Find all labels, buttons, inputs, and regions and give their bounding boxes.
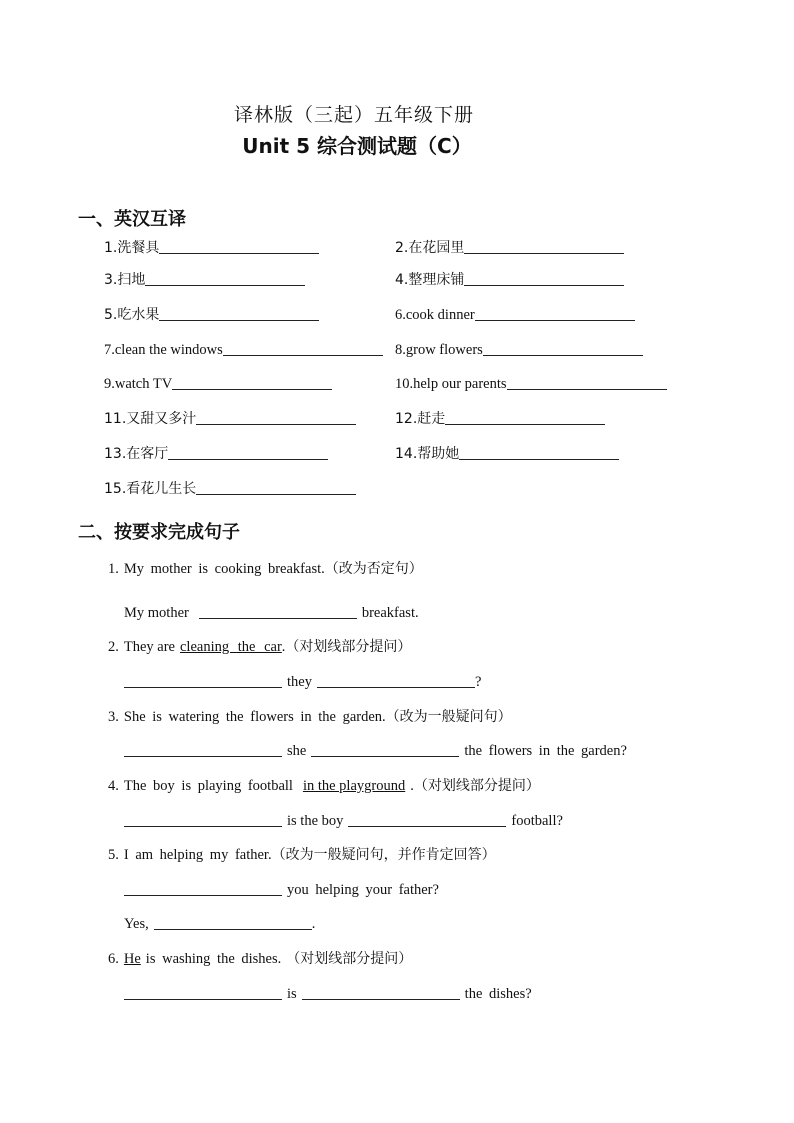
question-3 xyxy=(108,708,512,726)
answer-text: My mother xyxy=(124,605,189,621)
translate-item-label: 5.吃水果 xyxy=(104,307,160,323)
answer-text: football? xyxy=(511,813,563,829)
translate-item-label: 6.cook dinner xyxy=(395,307,475,323)
translate-item-10 xyxy=(395,375,667,393)
question-text: They are xyxy=(123,639,175,655)
question-hint: （改为一般疑问句，并作肯定回答） xyxy=(271,847,496,863)
translate-item-label: 12.赶走 xyxy=(395,411,446,427)
translate-item-label: 10.help our parents xyxy=(395,376,507,392)
answer-blank[interactable] xyxy=(302,998,460,1000)
answer-blank[interactable] xyxy=(159,252,319,254)
answer-line-4 xyxy=(124,812,563,830)
answer-blank[interactable] xyxy=(311,755,459,757)
answer-text: is the boy xyxy=(287,813,344,829)
question-text: My mother is cooking breakfast. xyxy=(123,561,325,577)
translate-item-3 xyxy=(104,271,305,289)
answer-text: you helping your father? xyxy=(287,882,439,898)
translate-item-8 xyxy=(395,341,643,359)
answer-blank[interactable] xyxy=(124,755,282,757)
answer-text: they xyxy=(287,674,312,690)
answer-blank[interactable] xyxy=(168,458,328,460)
question-number: 5. xyxy=(108,847,119,863)
answer-blank[interactable] xyxy=(172,388,332,390)
translate-item-4 xyxy=(395,271,624,289)
answer-blank[interactable] xyxy=(223,354,383,356)
answer-text: Yes, xyxy=(124,916,149,932)
answer-blank[interactable] xyxy=(464,284,624,286)
answer-line-2 xyxy=(124,673,481,691)
question-number: 6. xyxy=(108,951,119,967)
question-number: 1. xyxy=(108,561,119,577)
section1-heading: 一、英汉互译 xyxy=(78,209,186,230)
question-number: 2. xyxy=(108,639,119,655)
answer-text: the flowers in the garden? xyxy=(464,743,627,759)
question-4 xyxy=(108,777,540,795)
answer-blank[interactable] xyxy=(124,825,282,827)
translate-item-14 xyxy=(395,445,619,463)
answer-blank[interactable] xyxy=(445,423,605,425)
translate-item-label: 11.又甜又多汁 xyxy=(104,411,197,427)
answer-blank[interactable] xyxy=(124,686,282,688)
question-text: She is watering the flowers in the garden. xyxy=(123,709,386,725)
translate-item-label: 15.看花儿生长 xyxy=(104,481,197,497)
answer-blank[interactable] xyxy=(196,493,356,495)
question-number: 3. xyxy=(108,709,119,725)
translate-item-label: 14.帮助她 xyxy=(395,446,460,462)
answer-blank[interactable] xyxy=(196,423,356,425)
question-6 xyxy=(108,950,412,968)
translate-item-1 xyxy=(104,239,319,257)
question-text: The boy is playing football xyxy=(123,778,293,794)
translate-item-7 xyxy=(104,341,383,359)
answer-text: is xyxy=(287,986,297,1002)
page-subtitle: Unit 5 综合测试题（C） xyxy=(242,134,472,158)
question-hint: （对划线部分提问） xyxy=(285,639,412,655)
answer-line-1 xyxy=(124,604,419,622)
question-1 xyxy=(108,560,423,578)
answer-line-5b xyxy=(124,915,315,933)
answer-blank[interactable] xyxy=(145,284,305,286)
answer-blank[interactable] xyxy=(348,825,506,827)
answer-blank[interactable] xyxy=(475,319,635,321)
answer-text: . xyxy=(311,916,316,932)
question-hint: （对划线部分提问） xyxy=(286,951,413,967)
translate-item-label: 2.在花园里 xyxy=(395,240,465,256)
underlined-phrase: in the playground xyxy=(302,778,406,794)
answer-blank[interactable] xyxy=(124,894,282,896)
translate-item-11 xyxy=(104,410,356,428)
translate-item-5 xyxy=(104,306,319,324)
translate-item-label: 7.clean the windows xyxy=(104,342,223,358)
underlined-phrase: He xyxy=(123,951,141,967)
section2-heading: 二、按要求完成句子 xyxy=(78,522,240,543)
question-text: I am helping my father. xyxy=(123,847,272,863)
translate-item-label: 4.整理床铺 xyxy=(395,272,465,288)
answer-line-3 xyxy=(124,742,627,760)
question-hint: （改为一般疑问句） xyxy=(385,709,512,725)
translate-item-12 xyxy=(395,410,605,428)
translate-item-label: 1.洗餐具 xyxy=(104,240,160,256)
translate-item-13 xyxy=(104,445,328,463)
question-hint: （改为否定句） xyxy=(324,561,423,577)
question-5 xyxy=(108,846,496,864)
answer-blank[interactable] xyxy=(317,686,475,688)
question-number: 4. xyxy=(108,778,119,794)
answer-blank[interactable] xyxy=(507,388,667,390)
translate-item-15 xyxy=(104,480,356,498)
translate-item-label: 9.watch TV xyxy=(104,376,173,392)
answer-blank[interactable] xyxy=(464,252,624,254)
translate-item-6 xyxy=(395,306,635,324)
answer-text: she xyxy=(287,743,307,759)
question-2 xyxy=(108,638,411,656)
translate-item-2 xyxy=(395,239,624,257)
answer-text: breakfast. xyxy=(361,605,419,621)
answer-text: the dishes? xyxy=(464,986,532,1002)
answer-blank[interactable] xyxy=(154,928,312,930)
answer-line-5 xyxy=(124,881,439,899)
answer-blank[interactable] xyxy=(459,458,619,460)
question-text: . xyxy=(410,778,414,794)
translate-item-9 xyxy=(104,375,332,393)
translate-item-label: 13.在客厅 xyxy=(104,446,169,462)
question-text: . xyxy=(281,639,286,655)
translate-item-label: 8.grow flowers xyxy=(395,342,483,358)
page-title: 译林版（三起）五年级下册 xyxy=(233,104,474,126)
answer-blank[interactable] xyxy=(199,617,357,619)
question-hint: （对划线部分提问） xyxy=(413,778,540,794)
underlined-phrase: cleaning the car xyxy=(180,639,282,655)
question-text: is washing the dishes. xyxy=(145,951,282,967)
answer-line-6 xyxy=(124,985,532,1003)
answer-text: ? xyxy=(474,674,482,690)
translate-item-label: 3.扫地 xyxy=(104,272,146,288)
answer-blank[interactable] xyxy=(159,319,319,321)
answer-blank[interactable] xyxy=(124,998,282,1000)
answer-blank[interactable] xyxy=(483,354,643,356)
